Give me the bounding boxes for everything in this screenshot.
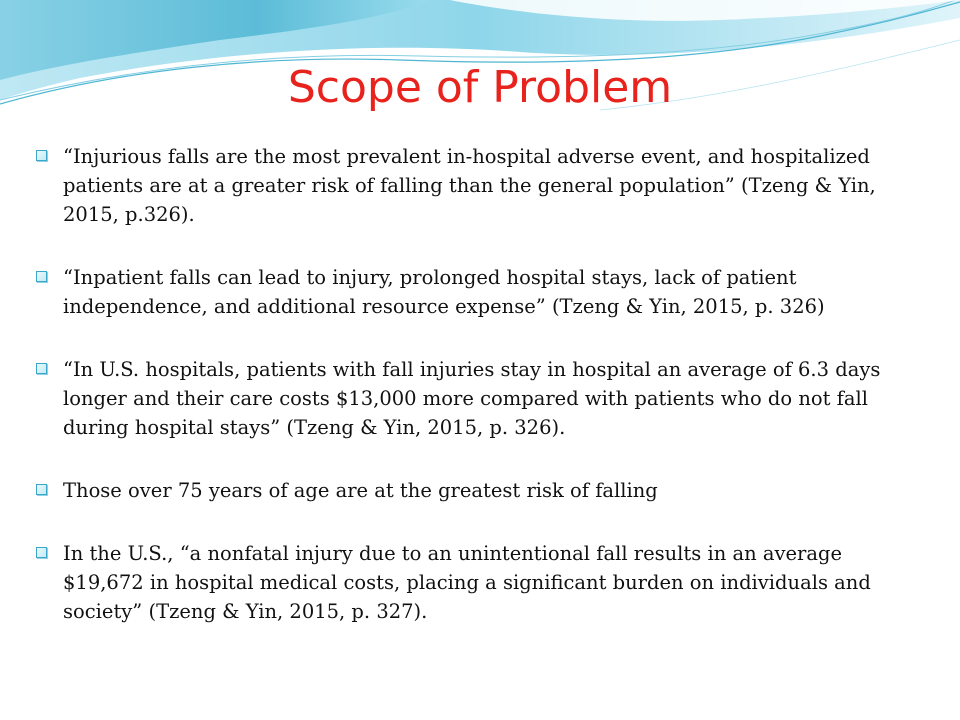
bullet-item: [34, 476, 914, 505]
bullet-item: [34, 355, 914, 442]
bullet-item: [34, 263, 914, 321]
slide-title: Scope of Problem: [287, 62, 673, 113]
checkbox-icon: [36, 150, 47, 161]
bullet-list: [34, 142, 914, 626]
bullet-text: Those over 75 years of age are at the greatest risk of falling: [63, 479, 658, 502]
bullet-text: “Injurious falls are the most prevalent in-hospital adverse event, and hospitalized patients are at a greater risk of falling than the general population” (Tzeng & Yin, 2015, p.326).: [63, 145, 876, 226]
checkbox-icon: [36, 484, 47, 495]
bullet-text: In the U.S., “a nonfatal injury due to an unintentional fall results in an average $19,672 in hospital medical costs, placing a significant burden on individuals and society” (Tzeng & Yin, 2015, p. 327).: [63, 542, 871, 623]
bullet-item: [34, 142, 914, 229]
bullet-item: [34, 539, 914, 626]
bullet-text: “In U.S. hospitals, patients with fall injuries stay in hospital an average of 6.3 days longer and their care costs $13,000 more compared with patients who do not fall during hospital stays” (Tzeng & Yin, 2015, p. 326).: [63, 358, 881, 439]
checkbox-icon: [36, 547, 47, 558]
checkbox-icon: [36, 271, 47, 282]
bullet-text: “Inpatient falls can lead to injury, prolonged hospital stays, lack of patient independence, and additional resource expense” (Tzeng & Yin, 2015, p. 326): [63, 266, 825, 318]
checkbox-icon: [36, 363, 47, 374]
